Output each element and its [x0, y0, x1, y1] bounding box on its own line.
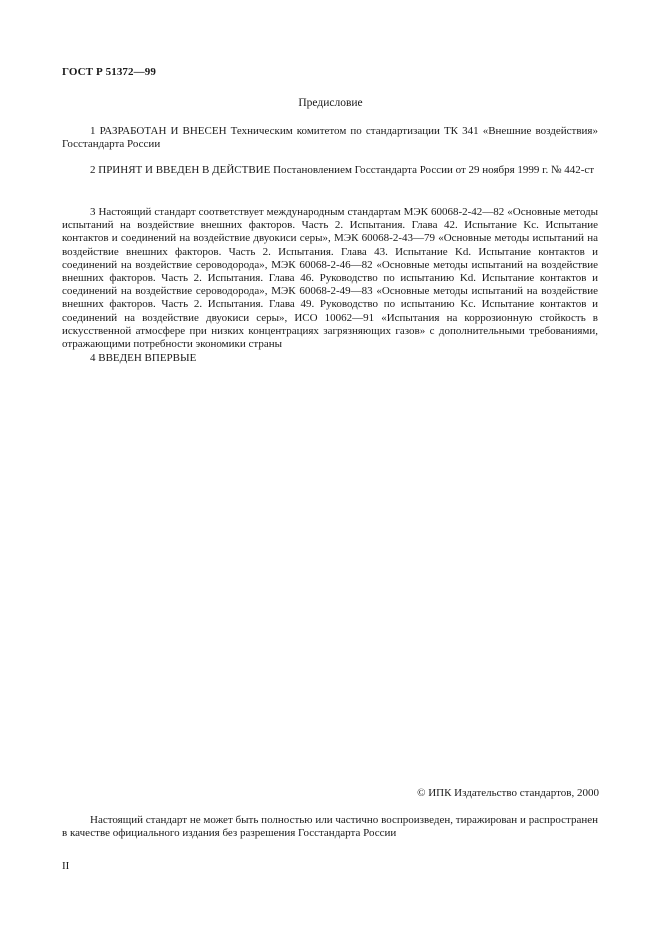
paragraph-adopted: 2 ПРИНЯТ И ВВЕДЕН В ДЕЙСТВИЕ Постановлением Госстандарта России от 29 ноября 1999 г. № 442-ст — [90, 164, 595, 176]
copyright-line: © ИПК Издательство стандартов, 2000 — [417, 787, 599, 799]
paragraph-conformity: 3 Настоящий стандарт соответствует международным стандартам МЭК 60068-2-42—82 «Основные методы испытаний на воздействие внешних факторов. Часть 2. Испытания. Глава 42. Испытание Kc. Испытание контактов и соединений на воздействие двуокиси серы», МЭК 60068-2-43—79 «Основные методы испытаний на воздействие внешних факторов. Часть 2. Испытания. Глава 43. Испытание Kd. Испытание контактов и соединений на воздействие сероводорода», МЭК 60068-2-46—82 «Основные методы испытаний на воздействие внешних факторов. Часть 2. Испытания. Глава 46. Руководство по испытанию Kd. Испытание контактов и соединений на воздействие сероводорода», МЭК 60068-2-49—83 «Основные методы испытаний на воздействие внешних факторов. Часть 2. Испытания. Глава 49. Руководство по испытанию Kc. Испытание контактов и соединений на воздействие двуокиси серы», ИСО 10062—91 «Испытания на коррозионную стойкость в искусственной атмосфере при низких концентрациях загрязняющих газов» с дополнительными требованиями, отражающими потребности экономики страны — [62, 206, 598, 351]
paragraph-introduced: 4 ВВЕДЕН ВПЕРВЫЕ — [90, 352, 197, 364]
paragraph-developed: 1 РАЗРАБОТАН И ВНЕСЕН Техническим комитетом по стандартизации ТК 341 «Внешние воздействия» Госстандарта России — [62, 125, 598, 151]
document-code: ГОСТ Р 51372—99 — [62, 66, 156, 78]
reproduction-notice: Настоящий стандарт не может быть полностью или частично воспроизведен, тиражирован и распространен в качестве официального издания без разрешения Госстандарта России — [62, 814, 598, 840]
page-number: II — [62, 860, 70, 872]
section-heading: Предисловие — [298, 97, 363, 109]
